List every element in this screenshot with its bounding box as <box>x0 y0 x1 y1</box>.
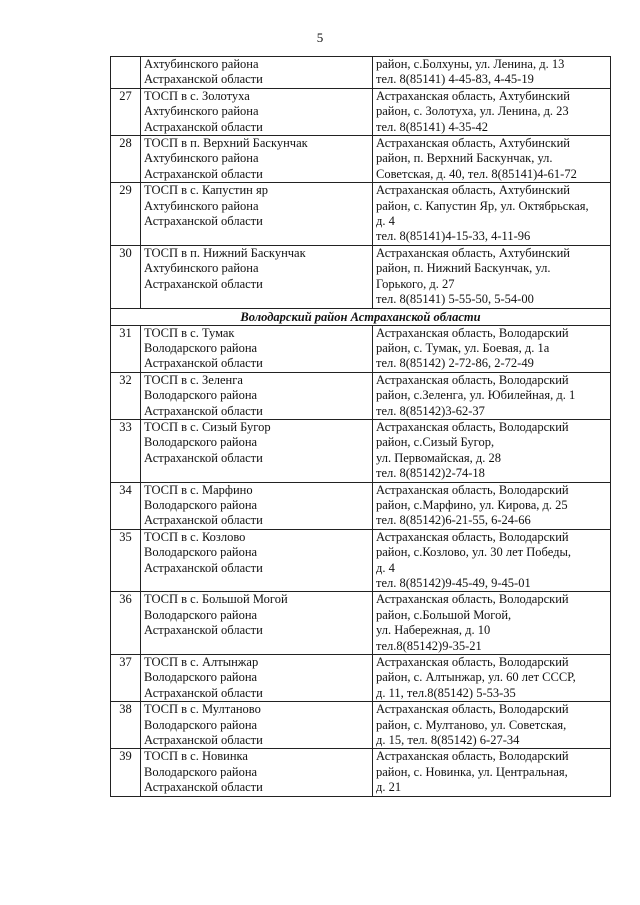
office-name-line: ТОСП в с. Золотуха <box>144 88 250 103</box>
office-name-line: Астраханской области <box>144 166 263 181</box>
row-number <box>111 57 141 89</box>
table-row <box>111 592 611 655</box>
office-name-cell <box>141 136 373 183</box>
office-address-line: Астраханская область, Ахтубинский <box>376 88 570 103</box>
office-address-cell <box>373 245 611 308</box>
office-address-line: Астраханская область, Ахтубинский <box>376 183 570 198</box>
office-name-cell <box>141 88 373 135</box>
office-name-line: ТОСП в с. Алтынжар <box>144 655 259 670</box>
office-address-cell <box>373 419 611 482</box>
office-name-line: Володарского района <box>144 388 258 403</box>
office-address-line: район, с.Зеленга, ул. Юбилейная, д. 1 <box>376 388 576 403</box>
office-address-cell <box>373 136 611 183</box>
office-name-line: Володарского района <box>144 717 258 732</box>
office-address-line: тел. 8(85142)9-45-49, 9-45-01 <box>376 576 531 590</box>
office-address-line: Астраханская область, Володарский <box>376 749 569 764</box>
office-name-line: Володарского района <box>144 545 258 560</box>
office-name-line: Астраханской области <box>144 780 263 795</box>
office-name-cell <box>141 529 373 592</box>
office-address-line: район, п. Нижний Баскунчак, ул. <box>376 261 551 276</box>
row-number: 30 <box>111 245 141 308</box>
office-name-line: Астраханской области <box>144 356 263 371</box>
office-address-cell <box>373 57 611 89</box>
office-name-line: Астраханской области <box>144 623 263 638</box>
office-address-line: тел.8(85142)9-35-21 <box>376 638 482 653</box>
row-number: 38 <box>111 702 141 749</box>
office-address-line: д. 15, тел. 8(85142) 6-27-34 <box>376 733 520 748</box>
office-name-line: ТОСП в п. Верхний Баскунчак <box>144 136 308 151</box>
office-address-line: район, с. Мултаново, ул. Советская, <box>376 717 567 732</box>
row-number: 29 <box>111 183 141 246</box>
row-number: 33 <box>111 419 141 482</box>
office-address-cell <box>373 749 611 796</box>
page-number: 5 <box>316 30 324 45</box>
office-name-line: Астраханской области <box>144 403 263 418</box>
office-address-line: тел. 8(85142)3-62-37 <box>376 403 485 418</box>
office-name-line: ТОСП в с. Тумак <box>144 325 235 340</box>
office-name-cell <box>141 183 373 246</box>
office-address-line: район, с.Сизый Бугор, <box>376 435 495 450</box>
office-name-line: Ахтубинского района <box>144 198 259 213</box>
offices-table <box>110 56 611 797</box>
section-header-row <box>111 308 611 325</box>
table-row <box>111 372 611 419</box>
office-name-line: Володарского района <box>144 764 258 779</box>
office-address-line: ул. Набережная, д. 10 <box>376 623 491 638</box>
office-address-cell <box>373 325 611 372</box>
office-name-line: Володарского района <box>144 670 258 685</box>
office-name-line: Астраханской области <box>144 119 263 134</box>
office-name-cell <box>141 372 373 419</box>
office-address-line: Горького, д. 27 <box>376 276 455 291</box>
office-name-cell <box>141 749 373 796</box>
office-address-line: тел. 8(85142) 2-72-86, 2-72-49 <box>376 356 534 371</box>
table-row <box>111 749 611 796</box>
row-number: 34 <box>111 482 141 529</box>
office-name-cell <box>141 57 373 89</box>
office-name-line: Володарского района <box>144 497 258 512</box>
office-name-cell <box>141 245 373 308</box>
office-address-cell <box>373 482 611 529</box>
office-name-cell <box>141 325 373 372</box>
office-address-line: д. 11, тел.8(85142) 5-53-35 <box>376 685 516 700</box>
office-address-line: тел. 8(85142)2-74-18 <box>376 466 485 481</box>
office-name-cell <box>141 419 373 482</box>
office-address-line: район, с.Большой Могой, <box>376 607 512 622</box>
table-row <box>111 655 611 702</box>
table-row <box>111 702 611 749</box>
office-name-cell <box>141 592 373 655</box>
table-row <box>111 325 611 372</box>
office-name-line: Володарского района <box>144 435 258 450</box>
office-address-line: тел. 8(85141) 4-45-83, 4-45-19 <box>376 72 534 87</box>
office-name-cell <box>141 655 373 702</box>
office-name-line: ТОСП в с. Новинка <box>144 749 248 764</box>
table-row <box>111 482 611 529</box>
office-address-line: Астраханская область, Володарский <box>376 482 569 497</box>
office-address-line: район, с.Марфино, ул. Кирова, д. 25 <box>376 497 568 512</box>
office-name-cell <box>141 702 373 749</box>
office-address-line: Астраханская область, Володарский <box>376 529 569 544</box>
office-name-line: ТОСП в с. Сизый Бугор <box>144 419 271 434</box>
table-row <box>111 88 611 135</box>
office-address-line: район, с. Золотуха, ул. Ленина, д. 23 <box>376 104 569 119</box>
row-number: 32 <box>111 372 141 419</box>
office-address-line: район, с. Тумак, ул. Боевая, д. 1а <box>376 340 550 355</box>
office-address-line: район, с. Новинка, ул. Центральная, <box>376 764 568 779</box>
row-number: 28 <box>111 136 141 183</box>
office-name-line: ТОСП в с. Марфино <box>144 482 253 497</box>
office-name-line: Ахтубинского района <box>144 151 259 166</box>
row-number: 27 <box>111 88 141 135</box>
office-address-line: Астраханская область, Володарский <box>376 655 569 670</box>
office-name-cell <box>141 482 373 529</box>
row-number: 36 <box>111 592 141 655</box>
office-address-line: д. 21 <box>376 780 402 795</box>
office-name-line: Володарского района <box>144 340 258 355</box>
office-name-line: Астраханской области <box>144 72 263 87</box>
office-address-line: Советская, д. 40, тел. 8(85141)4-61-72 <box>376 166 577 181</box>
office-address-line: тел. 8(85141) 4-35-42 <box>376 119 489 134</box>
office-address-line: д. 4 <box>376 560 395 575</box>
office-address-line: тел. 8(85142)6-21-55, 6-24-66 <box>376 513 531 528</box>
office-name-line: Астраханской области <box>144 733 263 748</box>
office-address-cell <box>373 372 611 419</box>
table-row <box>111 57 611 89</box>
office-name-line: ТОСП в п. Нижний Баскунчак <box>144 245 306 260</box>
office-address-cell <box>373 702 611 749</box>
office-address-line: район, с.Козлово, ул. 30 лет Победы, <box>376 545 571 560</box>
office-name-line: ТОСП в с. Козлово <box>144 529 246 544</box>
table-row <box>111 183 611 246</box>
office-name-line: ТОСП в с. Мултаново <box>144 702 261 717</box>
office-address-line: Астраханская область, Володарский <box>376 702 569 717</box>
section-title: Володарский район Астраханской области <box>111 308 611 325</box>
office-address-line: Астраханская область, Володарский <box>376 592 569 607</box>
office-name-line: Астраханской области <box>144 685 263 700</box>
office-name-line: Астраханской области <box>144 214 263 229</box>
table-row <box>111 529 611 592</box>
office-name-line: ТОСП в с. Большой Могой <box>144 592 288 607</box>
office-name-line: Астраханской области <box>144 513 263 528</box>
office-name-line: ТОСП в с. Зеленга <box>144 372 243 387</box>
office-address-line: тел. 8(85141)4-15-33, 4-11-96 <box>376 229 531 244</box>
office-name-line: ТОСП в с. Капустин яр <box>144 183 268 198</box>
office-address-line: Астраханская область, Володарский <box>376 419 569 434</box>
row-number: 31 <box>111 325 141 372</box>
row-number: 37 <box>111 655 141 702</box>
office-name-line: Ахтубинского района <box>144 57 259 71</box>
office-address-cell <box>373 183 611 246</box>
office-address-line: Астраханская область, Володарский <box>376 325 569 340</box>
office-address-cell <box>373 655 611 702</box>
office-address-line: д. 4 <box>376 214 395 229</box>
office-address-line: район, с.Болхуны, ул. Ленина, д. 13 <box>376 57 565 71</box>
row-number: 39 <box>111 749 141 796</box>
office-address-line: район, с. Алтынжар, ул. 60 лет СССР, <box>376 670 576 685</box>
office-name-line: Володарского района <box>144 607 258 622</box>
row-number: 35 <box>111 529 141 592</box>
office-address-line: район, с. Капустин Яр, ул. Октябрьская, <box>376 198 589 213</box>
office-address-cell <box>373 592 611 655</box>
office-address-line: ул. Первомайская, д. 28 <box>376 450 501 465</box>
office-name-line: Астраханской области <box>144 560 263 575</box>
office-address-line: Астраханская область, Ахтубинский <box>376 245 570 260</box>
office-address-line: Астраханская область, Ахтубинский <box>376 136 570 151</box>
office-name-line: Астраханской области <box>144 450 263 465</box>
table-row <box>111 419 611 482</box>
table-row <box>111 245 611 308</box>
table-row <box>111 136 611 183</box>
office-address-line: район, п. Верхний Баскунчак, ул. <box>376 151 553 166</box>
office-address-line: тел. 8(85141) 5-55-50, 5-54-00 <box>376 292 534 307</box>
office-address-cell <box>373 88 611 135</box>
offices-table-body <box>111 57 611 797</box>
office-address-cell <box>373 529 611 592</box>
office-name-line: Астраханской области <box>144 276 263 291</box>
office-name-line: Ахтубинского района <box>144 104 259 119</box>
office-address-line: Астраханская область, Володарский <box>376 372 569 387</box>
office-name-line: Ахтубинского района <box>144 261 259 276</box>
